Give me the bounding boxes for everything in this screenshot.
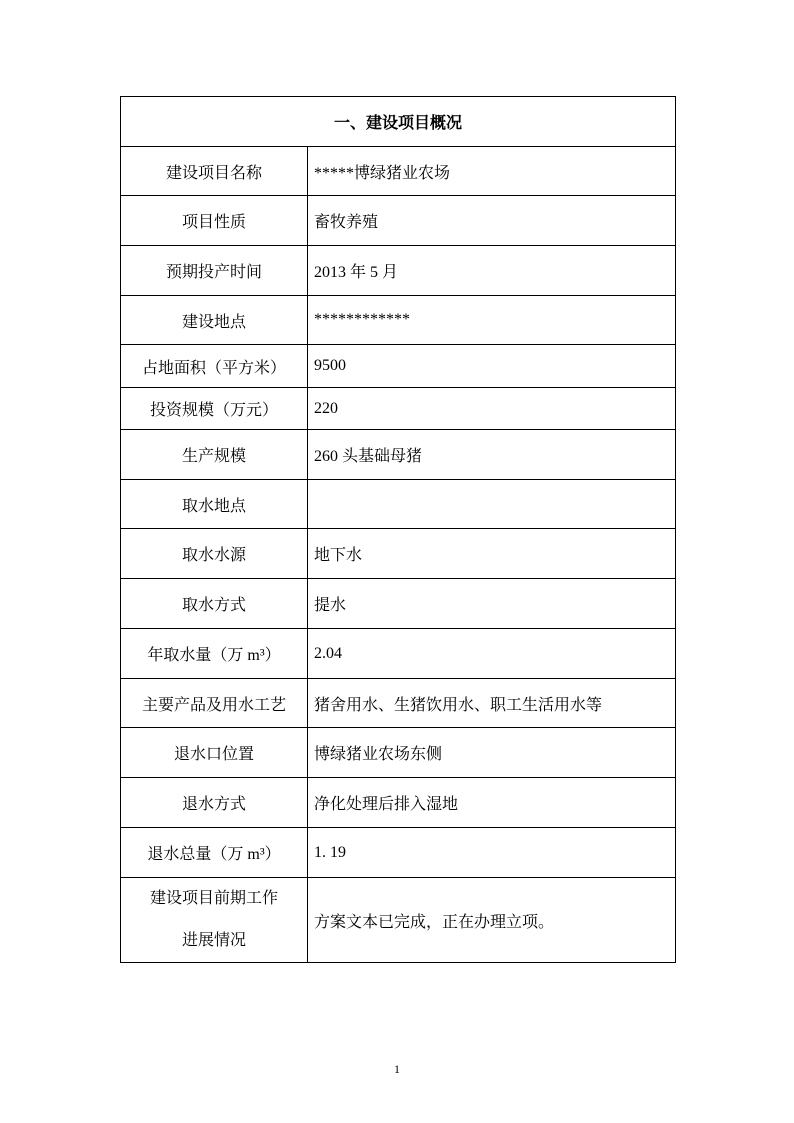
row-value: 2013 年 5 月 (308, 246, 676, 296)
row-value: 方案文本已完成，正在办理立项。 (308, 878, 676, 963)
table-row (121, 430, 676, 480)
row-label: 主要产品及用水工艺 (121, 679, 308, 728)
row-label-line: 进展情况 (181, 932, 246, 949)
row-value: ************ (308, 296, 676, 345)
row-label: 退水口位置 (121, 728, 308, 778)
project-overview-table (120, 96, 676, 963)
table-row (121, 728, 676, 778)
page-number: 1 (394, 1062, 400, 1076)
row-value: *****博绿猪业农场 (308, 147, 676, 196)
row-label-line: 建设项目前期工作 (149, 890, 278, 907)
row-value: 猪舍用水、生猪饮用水、职工生活用水等 (308, 679, 676, 728)
row-value: 2.04 (308, 629, 676, 679)
table-title-row (121, 97, 676, 147)
row-value: 畜牧养殖 (308, 196, 676, 246)
row-value: 地下水 (308, 529, 676, 579)
table-row (121, 579, 676, 629)
row-label: 年取水量（万 m³） (121, 629, 308, 679)
row-label: 建设项目名称 (121, 147, 308, 196)
table-row (121, 679, 676, 728)
row-value: 220 (308, 388, 676, 430)
row-label: 取水方式 (121, 579, 308, 629)
table-row (121, 246, 676, 296)
row-label: 取水水源 (121, 529, 308, 579)
row-value: 1. 19 (308, 828, 676, 878)
table-row (121, 147, 676, 196)
table-row (121, 828, 676, 878)
row-label: 退水总量（万 m³） (121, 828, 308, 878)
table-row (121, 778, 676, 828)
row-label: 生产规模 (121, 430, 308, 480)
row-label: 投资规模（万元） (121, 388, 308, 430)
table-row (121, 296, 676, 345)
table-row (121, 629, 676, 679)
table-row (121, 388, 676, 430)
row-label: 预期投产时间 (121, 246, 308, 296)
row-value: 提水 (308, 579, 676, 629)
row-value: 净化处理后排入湿地 (308, 778, 676, 828)
row-value: 9500 (308, 345, 676, 388)
row-label: 取水地点 (121, 480, 308, 529)
row-label: 项目性质 (121, 196, 308, 246)
row-label: 退水方式 (121, 778, 308, 828)
table-row (121, 196, 676, 246)
table-row (121, 480, 676, 529)
row-value: 博绿猪业农场东侧 (308, 728, 676, 778)
row-label: 占地面积（平方米） (121, 345, 308, 388)
row-value (308, 480, 676, 529)
row-label (121, 878, 308, 963)
section-title: 一、建设项目概况 (121, 97, 676, 147)
table-row (121, 345, 676, 388)
row-label: 建设地点 (121, 296, 308, 345)
table-row (121, 529, 676, 579)
table-row (121, 878, 676, 963)
row-value: 260 头基础母猪 (308, 430, 676, 480)
